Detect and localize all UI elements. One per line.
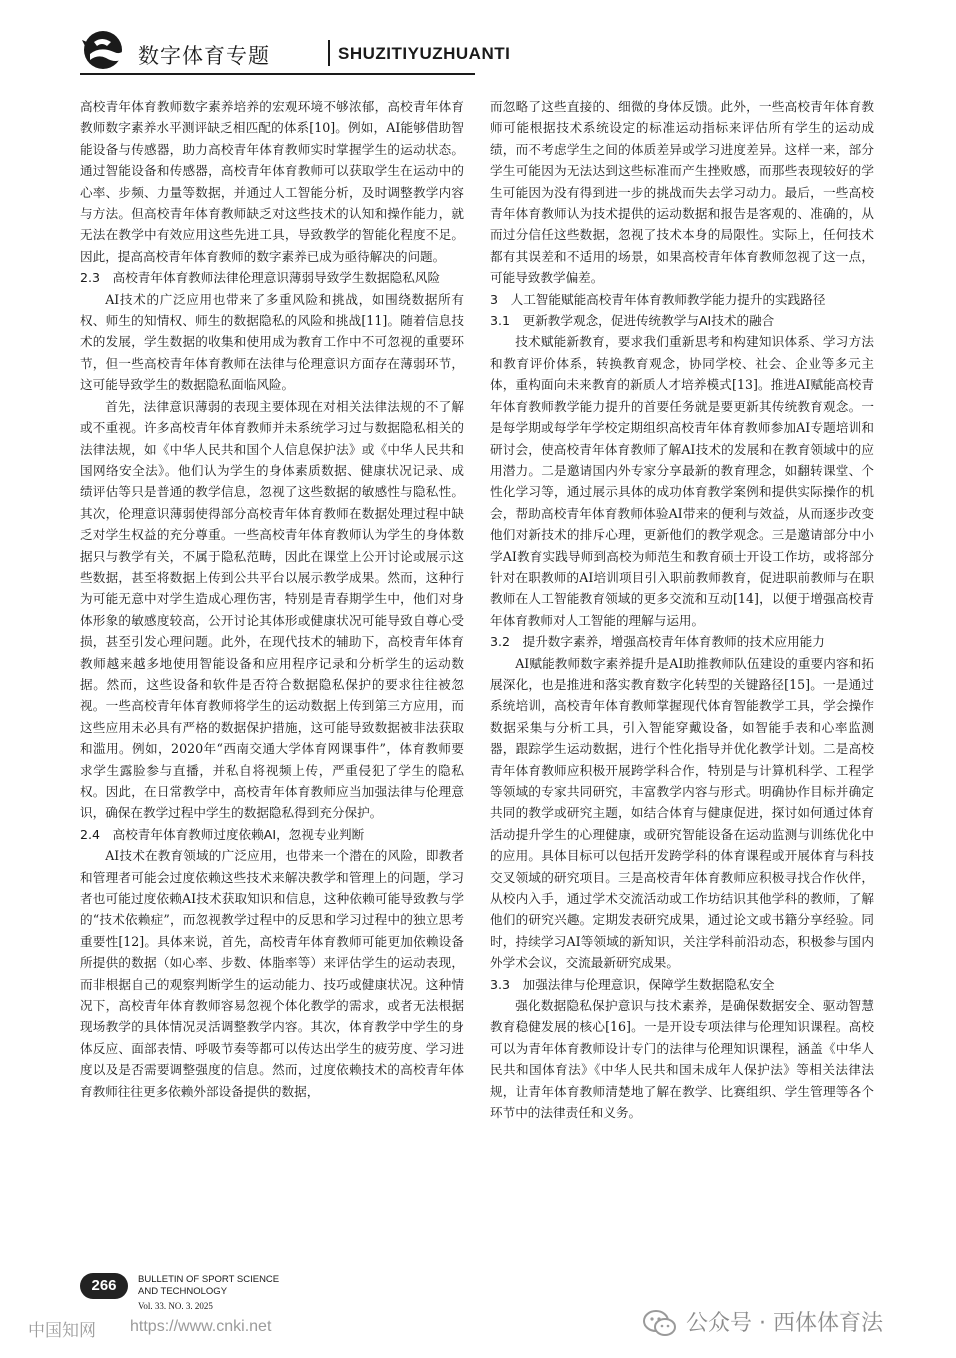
footer-journal-name [138,1274,279,1298]
body-paragraph: AI技术在教育领域的广泛应用，也带来一个潜在的风险，即教者和管理者可能会过度依赖这些技术来解决教学和管理上的问题，学习者也可能过度依赖AI技术获取知识和信息，这种依赖可能导致教与学的“技术依赖症”，而忽视教学过程中的反思和学习过程中的独立思考重要性[12]。具体来说，首先，高校青年体育教师可能更加依赖设备所提供的数据（如心率、步数、体脂率等）来评估学生的运动表现，而非根据自己的观察判断学生的运动能力、技巧或健康状况。这种情况下，高校青年体育教师容易忽视个体化教学的需求，或者无法根据现场教学的具体情况灵活调整教学内容。其次，体育教学中学生的身体反应、面部表情、呼吸节奏等都可以传达出学生的疲劳度、学习进度以及是否需要调整强度的信息。然而，过度依赖技术的高校青年体育教师往往更多依赖外部设备提供的数据， [80,848,464,1099]
body-paragraph: AI赋能教师数字素养提升是AI助推教师队伍建设的重要内容和拓展深化，也是推进和落实教育数字化转型的关键路径[15]。一是通过系统培训，高校青年体育教师掌握现代体育智能教学工具，学会操作数据采集与分析工具，引入智能穿戴设备，如智能手表和心率监测器，跟踪学生运动数据，进行个性化指导并优化教学计划。二是高校青年体育教师应积极开展跨学科合作，特别是与计算机科学、工程学等领域的专家共同研究，丰富教学内容与形式。明确协作目标并确定共同的教学或研究主题，如结合体育与健康促进，探讨如何通过体育活动提升学生的心理健康，或研究智能设备在运动监测与训练优化中的应用。具体目标可以包括开发跨学科的体育课程或开展体育与科技交叉领域的研究项目。三是高校青年体育教师应积极寻找合作伙伴，从校内入手，通过学术交流活动或工作坊结识其他学科的教师，了解他们的研究兴趣。定期发表研究成果，通过论文或书籍分享经验。同时，持续学习AI等领域的新知识，关注学科前沿动态，积极参与国内外学术会议，交流最新研究成果。 [490,655,874,971]
section-heading: 3.1 更新教学观念，促进传统教学与AI技术的融合 [490,313,775,329]
journal-title-en: SHUZITIYUZHUANTI [338,44,511,63]
header-rule [80,73,475,75]
page-header [80,28,511,76]
section-heading: 3 人工智能赋能高校青年体育教师教学能力提升的实践路径 [490,291,826,307]
section-heading: 2.3 高校青年体育教师法律伦理意识薄弱导致学生数据隐私风险 [80,270,441,286]
footer-volume: Vol. 33. NO. 3. 2025 [138,1301,213,1311]
wechat-icon [642,1308,678,1340]
cnki-watermark: 中国知网 [28,1321,96,1341]
section-heading: 3.2 提升数字素养，增强高校青年体育教师的技术应用能力 [490,634,825,650]
footer-journal-line2: AND TECHNOLOGY [138,1286,228,1297]
body-paragraph: 强化数据隐私保护意识与技术素养，是确保数据安全、驱动智慧教育稳健发展的核心[16]。一是开设专项法律与伦理知识课程。高校可以为青年体育教师设计专门的法律与伦理知识课程，涵盖《中华人民共和国体育法》《中华人民共和国未成年人保护法》等相关法律法规，让青年体育教师清楚地了解在教学、比赛组织、学生管理等各个环节中的法律责任和义务。 [490,998,874,1121]
header-divider [328,40,330,66]
left-column [80,96,464,1102]
right-column [490,96,874,1124]
page-number: 266 [80,1273,128,1299]
body-paragraph: 而忽略了这些直接的、细微的身体反馈。此外，一些高校青年体育教师可能根据技术系统设定的标准运动指标来评估所有学生的运动成绩，而不考虑学生之间的体质差异或学习进度差异。这样一来，部分学生可能因为无法达到这些标准而产生挫败感，而那些表现较好的学生可能因为没有得到进一步的挑战而失去学习动力。最后，一些高校青年体育教师认为技术提供的运动数据和报告是客观的、准确的，从而过分信任这些数据，忽视了技术本身的局限性。实际上，任何技术都有其误差和不适用的场景，如果高校青年体育教师忽视了这一点，可能导致教学偏差。 [490,99,874,286]
footer-journal-line1: BULLETIN OF SPORT SCIENCE [138,1274,280,1285]
cnki-url-watermark: https://www.cnki.net [130,1318,272,1335]
body-paragraph: 技术赋能新教育，要求我们重新思考和构建知识体系、学习方法和教育评价体系，转换教育观念，协同学校、社会、企业等多元主体，重构面向未来教育的新质人才培养模式[13]。推进AI赋能高校青年体育教师教学能力提升的首要任务就是要更新其传统教育观念。一是每学期或每学年学校定期组织高校青年体育教师参加AI专题培训和研讨会，使高校青年体育教师了解AI技术的发展和在教育领域中的应用潜力。二是邀请国内外专家分享最新的教育理念，如翻转课堂、个性化学习等，通过展示具体的成功体育教学案例和提供实际操作的机会，帮助高校青年体育教师体验AI带来的便利与效益，从而逐步改变他们对新技术的排斥心理，更新他们的教学观念。三是邀请部分中小学AI教育实践导师到高校为师范生和教育硕士开设工作坊，或将部分针对在职教师的AI培训项目引入职前教师教育，促进职前教师与在职教师在人工智能教育领域的更多交流和互动[14]，以便于增强高校青年体育教师对人工智能的理解与运用。 [490,334,874,628]
body-paragraph: 高校青年体育教师数字素养培养的宏观环境不够浓郁，高校青年体育教师数字素养水平测评缺乏相匹配的体系[10]。例如，AI能够借助智能设备与传感器，助力高校青年体育教师实时掌握学生的运动状态。通过智能设备和传感器，高校青年体育教师可以获取学生在运动中的心率、步频、力量等数据，并通过人工智能分析，及时调整教学内容与方法。但高校青年体育教师缺乏对这些技术的认知和操作能力，就无法在教学中有效应用这些先进工具，导致教学的智能化程度不足。因此，提高高校青年体育教师的数字素养已成为亟待解决的问题。 [80,99,464,264]
section-heading: 2.4 高校青年体育教师过度依赖AI，忽视专业判断 [80,826,365,842]
journal-logo-icon [80,28,130,72]
wechat-watermark: 公众号 · 西体体育法 [686,1311,883,1336]
body-paragraph: 首先，法律意识薄弱的表现主要体现在对相关法律法规的不了解或不重视。许多高校青年体育教师并未系统学习过与数据隐私相关的法律法规，如《中华人民共和国个人信息保护法》或《中华人民共和国网络安全法》。他们认为学生的身体素质数据、健康状况记录、成绩评估等只是普通的教学信息，忽视了这些数据的敏感性与隐私性。其次，伦理意识薄弱使得部分高校青年体育教师在数据处理过程中缺乏对学生权益的充分尊重。一些高校青年体育教师认为学生的身体数据只与教学有关，不属于隐私范畴，因此在课堂上公开讨论或展示这些数据，甚至将数据上传到公共平台以展示教学成果。然而，这种行为可能无意中对学生造成心理伤害，特别是青春期学生中，他们对身体形象的敏感度较高，公开讨论其体形或健康状况可能导致自尊心受损，甚至引发心理问题。此外，在现代技术的辅助下，高校青年体育教师越来越多地使用智能设备和应用程序记录和分析学生的运动数据。然而，这些设备和软件是否符合数据隐私保护的要求往往被忽视。一些高校青年体育教师将学生的运动数据上传到第三方应用，而这些应用未必具有严格的数据保护措施，这可能导致数据被非法获取和滥用。例如，2020年“西南交通大学体育网课事件”，体育教师要求学生露脸参与直播，并私自将视频上传，严重侵犯了学生的隐私权。因此，在日常教学中，高校青年体育教师应当加强法律与伦理意识，确保在教学过程中学生的数据隐私得到充分保护。 [80,398,464,821]
section-heading: 3.3 加强法律与伦理意识，保障学生数据隐私安全 [490,976,775,992]
body-paragraph: AI技术的广泛应用也带来了多重风险和挑战，如围绕数据所有权、师生的知情权、师生的数据隐私的风险和挑战[11]。随着信息技术的发展，学生数据的收集和使用成为教育工作中不可忽视的重要环节，但一些高校青年体育教师在法律与伦理意识方面存在薄弱环节，这可能导致学生的数据隐私面临风险。 [80,291,464,393]
journal-title-cn: 数字体育专题 [138,44,270,68]
